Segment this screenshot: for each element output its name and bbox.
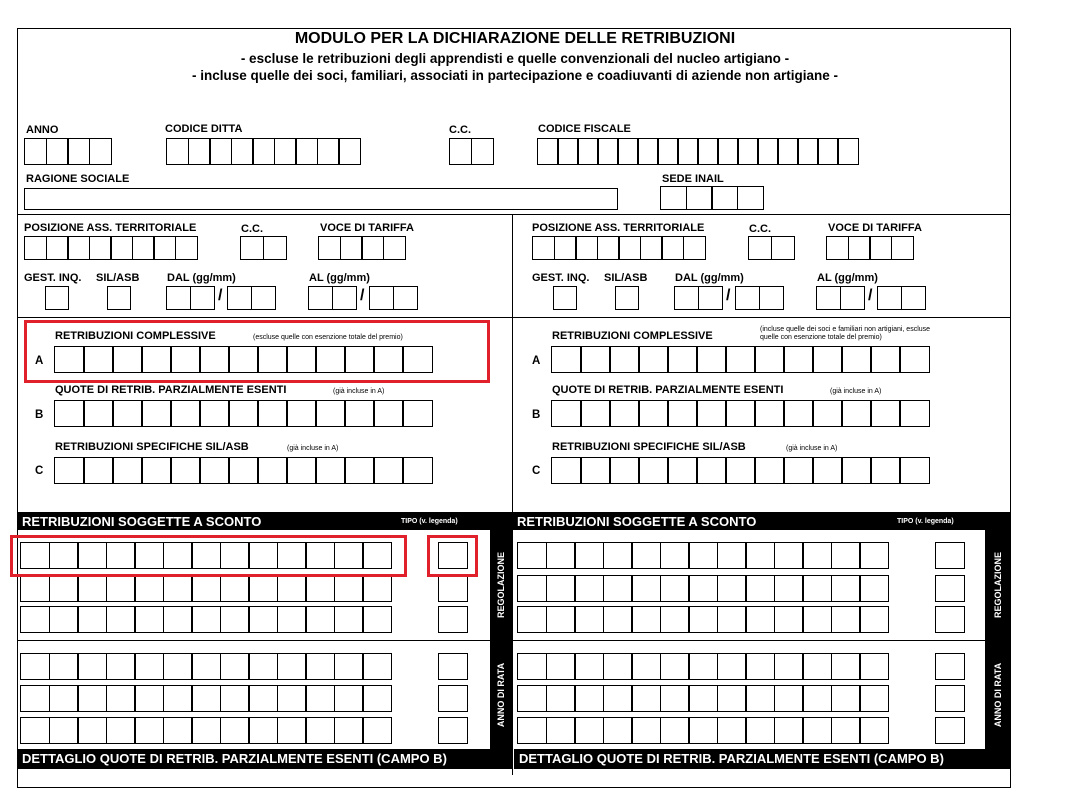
dal-label-right: DAL (gg/mm) xyxy=(675,272,744,284)
divider-center xyxy=(512,214,513,775)
letter-b-right: B xyxy=(532,409,541,421)
sil-asb-field-right[interactable] xyxy=(615,286,639,310)
divider-sconto-groups xyxy=(17,640,1011,641)
highlight-sconto-tipo xyxy=(427,535,478,577)
retribuzioni-complessive-label: RETRIBUZIONI COMPLESSIVE xyxy=(55,330,216,342)
sconto-row-left-3[interactable] xyxy=(20,606,391,633)
retribuzioni-complessive-field-right[interactable] xyxy=(551,346,928,373)
letter-c: C xyxy=(35,465,44,477)
pat-label: POSIZIONE ASS. TERRITORIALE xyxy=(24,222,197,234)
rata-row-left-3[interactable] xyxy=(20,717,391,744)
dettaglio-title-left: DETTAGLIO QUOTE DI RETRIB. PARZIALMENTE ESENTI (CAMPO B) xyxy=(22,751,447,766)
sconto-tipo-right-1[interactable] xyxy=(935,542,965,569)
regolazione-label-right: REGOLAZIONE xyxy=(993,551,1003,619)
al-label: AL (gg/mm) xyxy=(309,272,370,284)
sconto-header-left xyxy=(17,512,512,530)
dal-separator: / xyxy=(218,287,223,304)
sil-asb-field[interactable] xyxy=(107,286,131,310)
gest-inq-field[interactable] xyxy=(45,286,69,310)
retribuzioni-specifiche-note: (già incluse in A) xyxy=(287,445,339,452)
highlight-sconto-row xyxy=(10,535,407,577)
sconto-tipo-left: TIPO (v. legenda) xyxy=(401,518,458,525)
codice-ditta-label: CODICE DITTA xyxy=(165,123,243,135)
quote-parzialmente-esenti-field[interactable] xyxy=(54,400,431,427)
sconto-title-left: RETRIBUZIONI SOGGETTE A SCONTO xyxy=(22,514,262,529)
codice-fiscale-field[interactable] xyxy=(537,138,857,165)
dettaglio-title-right: DETTAGLIO QUOTE DI RETRIB. PARZIALMENTE ESENTI (CAMPO B) xyxy=(519,751,944,766)
dal-day-field[interactable] xyxy=(166,286,213,310)
al-month-field-right[interactable] xyxy=(877,286,924,310)
sconto-tipo-right-2[interactable] xyxy=(935,575,965,602)
pat-field[interactable] xyxy=(24,236,196,260)
divider-company xyxy=(17,214,1011,215)
sconto-tipo-left-3[interactable] xyxy=(438,606,468,633)
anno-di-rata-label-right: ANNO DI RATA xyxy=(993,662,1003,728)
retribuzioni-complessive-label-right: RETRIBUZIONI COMPLESSIVE xyxy=(552,330,713,342)
retribuzioni-specifiche-note-right: (già incluse in A) xyxy=(786,445,838,452)
rata-row-left-2[interactable] xyxy=(20,685,391,712)
rata-tipo-left-3[interactable] xyxy=(438,717,468,744)
letter-a-right: A xyxy=(532,355,541,367)
sconto-row-left-2[interactable] xyxy=(20,575,391,602)
al-separator-right: / xyxy=(868,287,873,304)
sil-asb-label-right: SIL/ASB xyxy=(604,272,648,284)
quote-parzialmente-esenti-note-right: (già incluse in A) xyxy=(830,388,882,395)
quote-parzialmente-esenti-note: (già incluse in A) xyxy=(333,388,385,395)
voce-tariffa-label: VOCE DI TARIFFA xyxy=(320,222,414,234)
anno-label: ANNO xyxy=(26,124,59,136)
position-cc-field[interactable] xyxy=(240,236,285,260)
sconto-title-right: RETRIBUZIONI SOGGETTE A SCONTO xyxy=(517,514,757,529)
al-day-field-right[interactable] xyxy=(816,286,863,310)
quote-parzialmente-esenti-label-right: QUOTE DI RETRIB. PARZIALMENTE ESENTI xyxy=(552,384,784,396)
sede-inail-field[interactable] xyxy=(660,186,762,210)
pat-label-right: POSIZIONE ASS. TERRITORIALE xyxy=(532,222,705,234)
pat-field-right[interactable] xyxy=(532,236,704,260)
letter-b: B xyxy=(35,409,44,421)
dal-month-field-right[interactable] xyxy=(735,286,782,310)
anno-di-rata-label-left: ANNO DI RATA xyxy=(496,662,506,728)
sil-asb-label: SIL/ASB xyxy=(96,272,140,284)
al-separator: / xyxy=(360,287,365,304)
retribuzioni-specifiche-field-right[interactable] xyxy=(551,457,928,484)
retribuzioni-specifiche-label: RETRIBUZIONI SPECIFICHE SIL/ASB xyxy=(55,441,249,453)
sede-inail-label: SEDE INAIL xyxy=(662,173,724,185)
al-day-field[interactable] xyxy=(308,286,355,310)
quote-parzialmente-esenti-field-right[interactable] xyxy=(551,400,928,427)
rata-row-right-3[interactable] xyxy=(517,717,888,744)
sconto-tipo-left-2[interactable] xyxy=(438,575,468,602)
sconto-header-right xyxy=(512,512,1011,530)
regolazione-band-left xyxy=(490,530,512,640)
voce-tariffa-field-right[interactable] xyxy=(826,236,912,260)
sconto-tipo-right-3[interactable] xyxy=(935,606,965,633)
dal-separator-right: / xyxy=(726,287,731,304)
cc-field[interactable] xyxy=(449,138,492,165)
highlight-retribuzioni-complessive xyxy=(24,320,490,383)
retribuzioni-specifiche-label-right: RETRIBUZIONI SPECIFICHE SIL/ASB xyxy=(552,441,746,453)
dal-label: DAL (gg/mm) xyxy=(167,272,236,284)
al-month-field[interactable] xyxy=(369,286,416,310)
retribuzioni-complessive-note-right-1: (incluse quelle dei soci e familiari non artigiani, escluse xyxy=(760,326,931,333)
sconto-tipo-right: TIPO (v. legenda) xyxy=(897,518,954,525)
rata-tipo-right-1[interactable] xyxy=(935,653,965,680)
anno-di-rata-band-left xyxy=(490,641,512,749)
retribuzioni-complessive-note-right-2: quelle con esenzione totale del premio) xyxy=(760,334,882,341)
sconto-row-right-3[interactable] xyxy=(517,606,888,633)
form-subtitle-1: - escluse le retribuzioni degli apprendisti e quelle convenzionali del nucleo artigiano - xyxy=(240,51,790,66)
gest-inq-label-right: GEST. INQ. xyxy=(532,272,590,284)
voce-tariffa-label-right: VOCE DI TARIFFA xyxy=(828,222,922,234)
regolazione-band-right xyxy=(985,530,1011,640)
anno-di-rata-band-right xyxy=(985,641,1011,749)
gest-inq-label: GEST. INQ. xyxy=(24,272,82,284)
ragione-sociale-field[interactable] xyxy=(24,188,618,210)
position-cc-field-right[interactable] xyxy=(748,236,793,260)
position-cc-label: C.C. xyxy=(241,223,263,235)
rata-row-right-2[interactable] xyxy=(517,685,888,712)
retribuzioni-specifiche-field[interactable] xyxy=(54,457,431,484)
cc-label: C.C. xyxy=(449,124,471,136)
sconto-row-right-1[interactable] xyxy=(517,542,888,569)
codice-ditta-field[interactable] xyxy=(166,138,360,165)
dal-month-field[interactable] xyxy=(227,286,274,310)
rata-row-right-1[interactable] xyxy=(517,653,888,680)
rata-tipo-right-3[interactable] xyxy=(935,717,965,744)
retribuzioni-complessive-note: (escluse quelle con esenzione totale del premio) xyxy=(253,334,403,341)
anno-field[interactable] xyxy=(24,138,110,165)
codice-fiscale-label: CODICE FISCALE xyxy=(538,123,631,135)
rata-tipo-left-2[interactable] xyxy=(438,685,468,712)
regolazione-label-left: REGOLAZIONE xyxy=(496,551,506,619)
dettaglio-header-right xyxy=(514,749,1011,769)
al-label-right: AL (gg/mm) xyxy=(817,272,878,284)
gest-inq-field-right[interactable] xyxy=(553,286,577,310)
dal-day-field-right[interactable] xyxy=(674,286,721,310)
form-subtitle-2: - incluse quelle dei soci, familiari, associati in partecipazione e coadiuvanti di aziende non artigiane - xyxy=(192,68,838,83)
dettaglio-header-left xyxy=(17,749,512,769)
position-cc-label-right: C.C. xyxy=(749,223,771,235)
rata-tipo-right-2[interactable] xyxy=(935,685,965,712)
ragione-sociale-label: RAGIONE SOCIALE xyxy=(26,173,130,185)
letter-a: A xyxy=(35,355,44,367)
form-title: MODULO PER LA DICHIARAZIONE DELLE RETRIBUZIONI xyxy=(294,30,736,47)
voce-tariffa-field[interactable] xyxy=(318,236,404,260)
divider-position xyxy=(17,317,1011,318)
rata-row-left-1[interactable] xyxy=(20,653,391,680)
letter-c-right: C xyxy=(532,465,541,477)
sconto-row-right-2[interactable] xyxy=(517,575,888,602)
quote-parzialmente-esenti-label: QUOTE DI RETRIB. PARZIALMENTE ESENTI xyxy=(55,384,287,396)
rata-tipo-left-1[interactable] xyxy=(438,653,468,680)
